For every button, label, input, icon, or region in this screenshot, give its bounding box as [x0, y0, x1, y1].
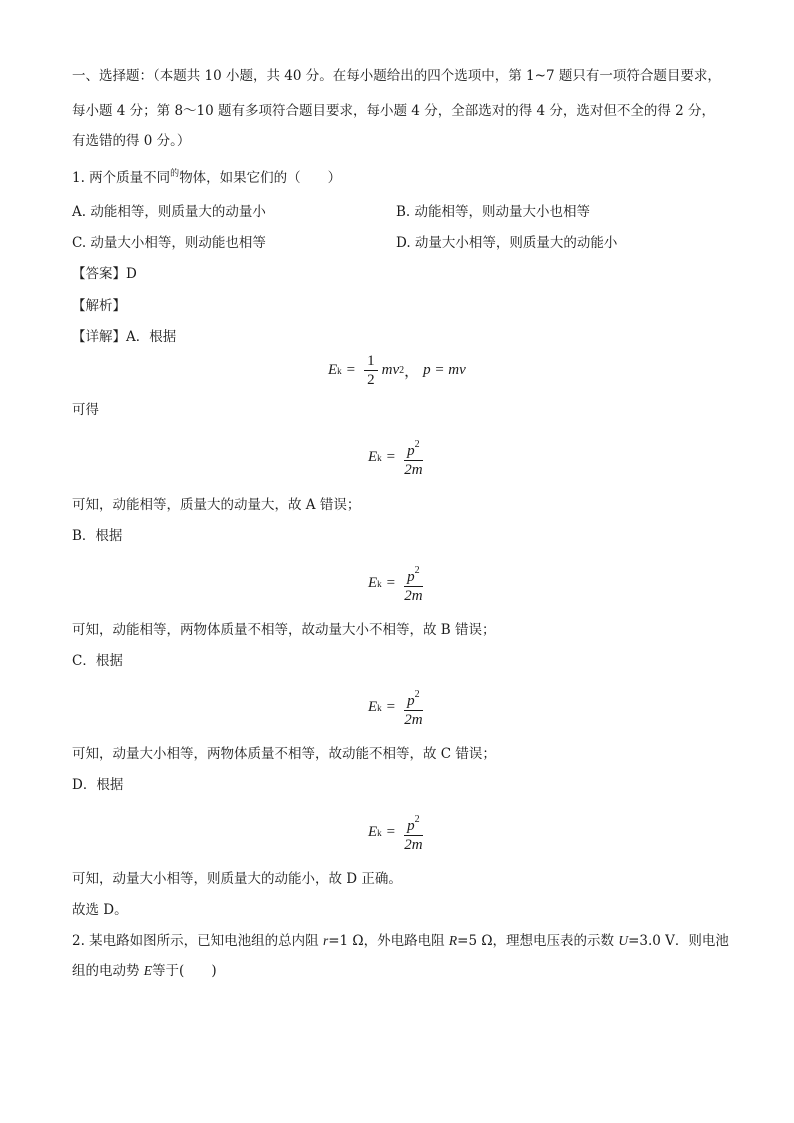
formula-ek-p2-2m-2: E k = $\frac{p^2}{2m}$	[368, 562, 427, 605]
section-heading-line-1: 一、选择题：（本题共 10 小题，共 40 分。在每小题给出的四个选项中，第 1~7 题只有一项符合题目要求，	[72, 68, 721, 84]
option-b: B. 动能相等，则动量大小也相等	[396, 204, 591, 220]
formula-kinetic-energy: E k = $\frac{1}{2}$ mv 2 ， p = mv	[328, 353, 466, 388]
analysis-label: 【解析】	[72, 298, 126, 314]
option-a: A. 动能相等，则质量大的动量小	[72, 204, 266, 220]
formula-ek-p2-2m-3: E k = $\frac{p^2}{2m}$	[368, 686, 427, 729]
formula-ek-p2-2m-1: E k = $\frac{p^2}{2m}$	[368, 436, 427, 479]
question-2-line-2: 组的电动势 E等于( )	[72, 963, 217, 979]
option-d: D. 动量大小相等，则质量大的动能小	[396, 235, 618, 251]
section-heading-line-3: 有选错的得 0 分。）	[72, 133, 191, 149]
question-1-stem-superscript: 的	[170, 169, 180, 179]
conclusion-c: 可知，动量大小相等，两物体质量不相等，故动能不相等，故 C 错误；	[72, 746, 496, 762]
section-heading-line-2: 每小题 4 分；第 8～10 题有多项符合题目要求，每小题 4 分，全部选对的得 4 分，选对但不全的得 2 分，	[72, 103, 716, 119]
question-1-stem	[72, 168, 341, 190]
detail-b-heading: B．根据	[72, 528, 123, 544]
detail-a-heading: 【详解】A．根据	[72, 329, 177, 345]
formula-ek-p2-2m-4: E k = $\frac{p^2}{2m}$	[368, 811, 427, 854]
answer-label: 【答案】D	[72, 266, 137, 282]
conclusion-b: 可知，动能相等，两物体质量不相等，故动量大小不相等，故 B 错误；	[72, 622, 496, 638]
formula-momentum: p = mv	[423, 362, 466, 378]
question-1-stem-text-a: 1. 两个质量不同	[72, 170, 171, 186]
question-1-stem-text-b: 物体，如果它们的（ ）	[179, 170, 342, 186]
fraction-one-half: $\frac{1}{2}$	[364, 352, 378, 389]
conclusion-a: 可知，动能相等，质量大的动量大，故 A 错误；	[72, 497, 361, 513]
option-c: C. 动量大小相等，则动能也相等	[72, 235, 266, 251]
final-choice: 故选 D。	[72, 902, 128, 918]
detail-c-heading: C．根据	[72, 653, 123, 669]
detail-d-heading: D．根据	[72, 777, 124, 793]
keyi-text: 可得	[72, 402, 99, 418]
question-2-line-1: 2. 某电路如图所示，已知电池组的总内阻 r=1 Ω，外电路电阻 R=5 Ω，理想电压表的示数 U=3.0 V．则电池	[72, 933, 729, 949]
conclusion-d: 可知，动量大小相等，则质量大的动能小，故 D 正确。	[72, 871, 402, 887]
